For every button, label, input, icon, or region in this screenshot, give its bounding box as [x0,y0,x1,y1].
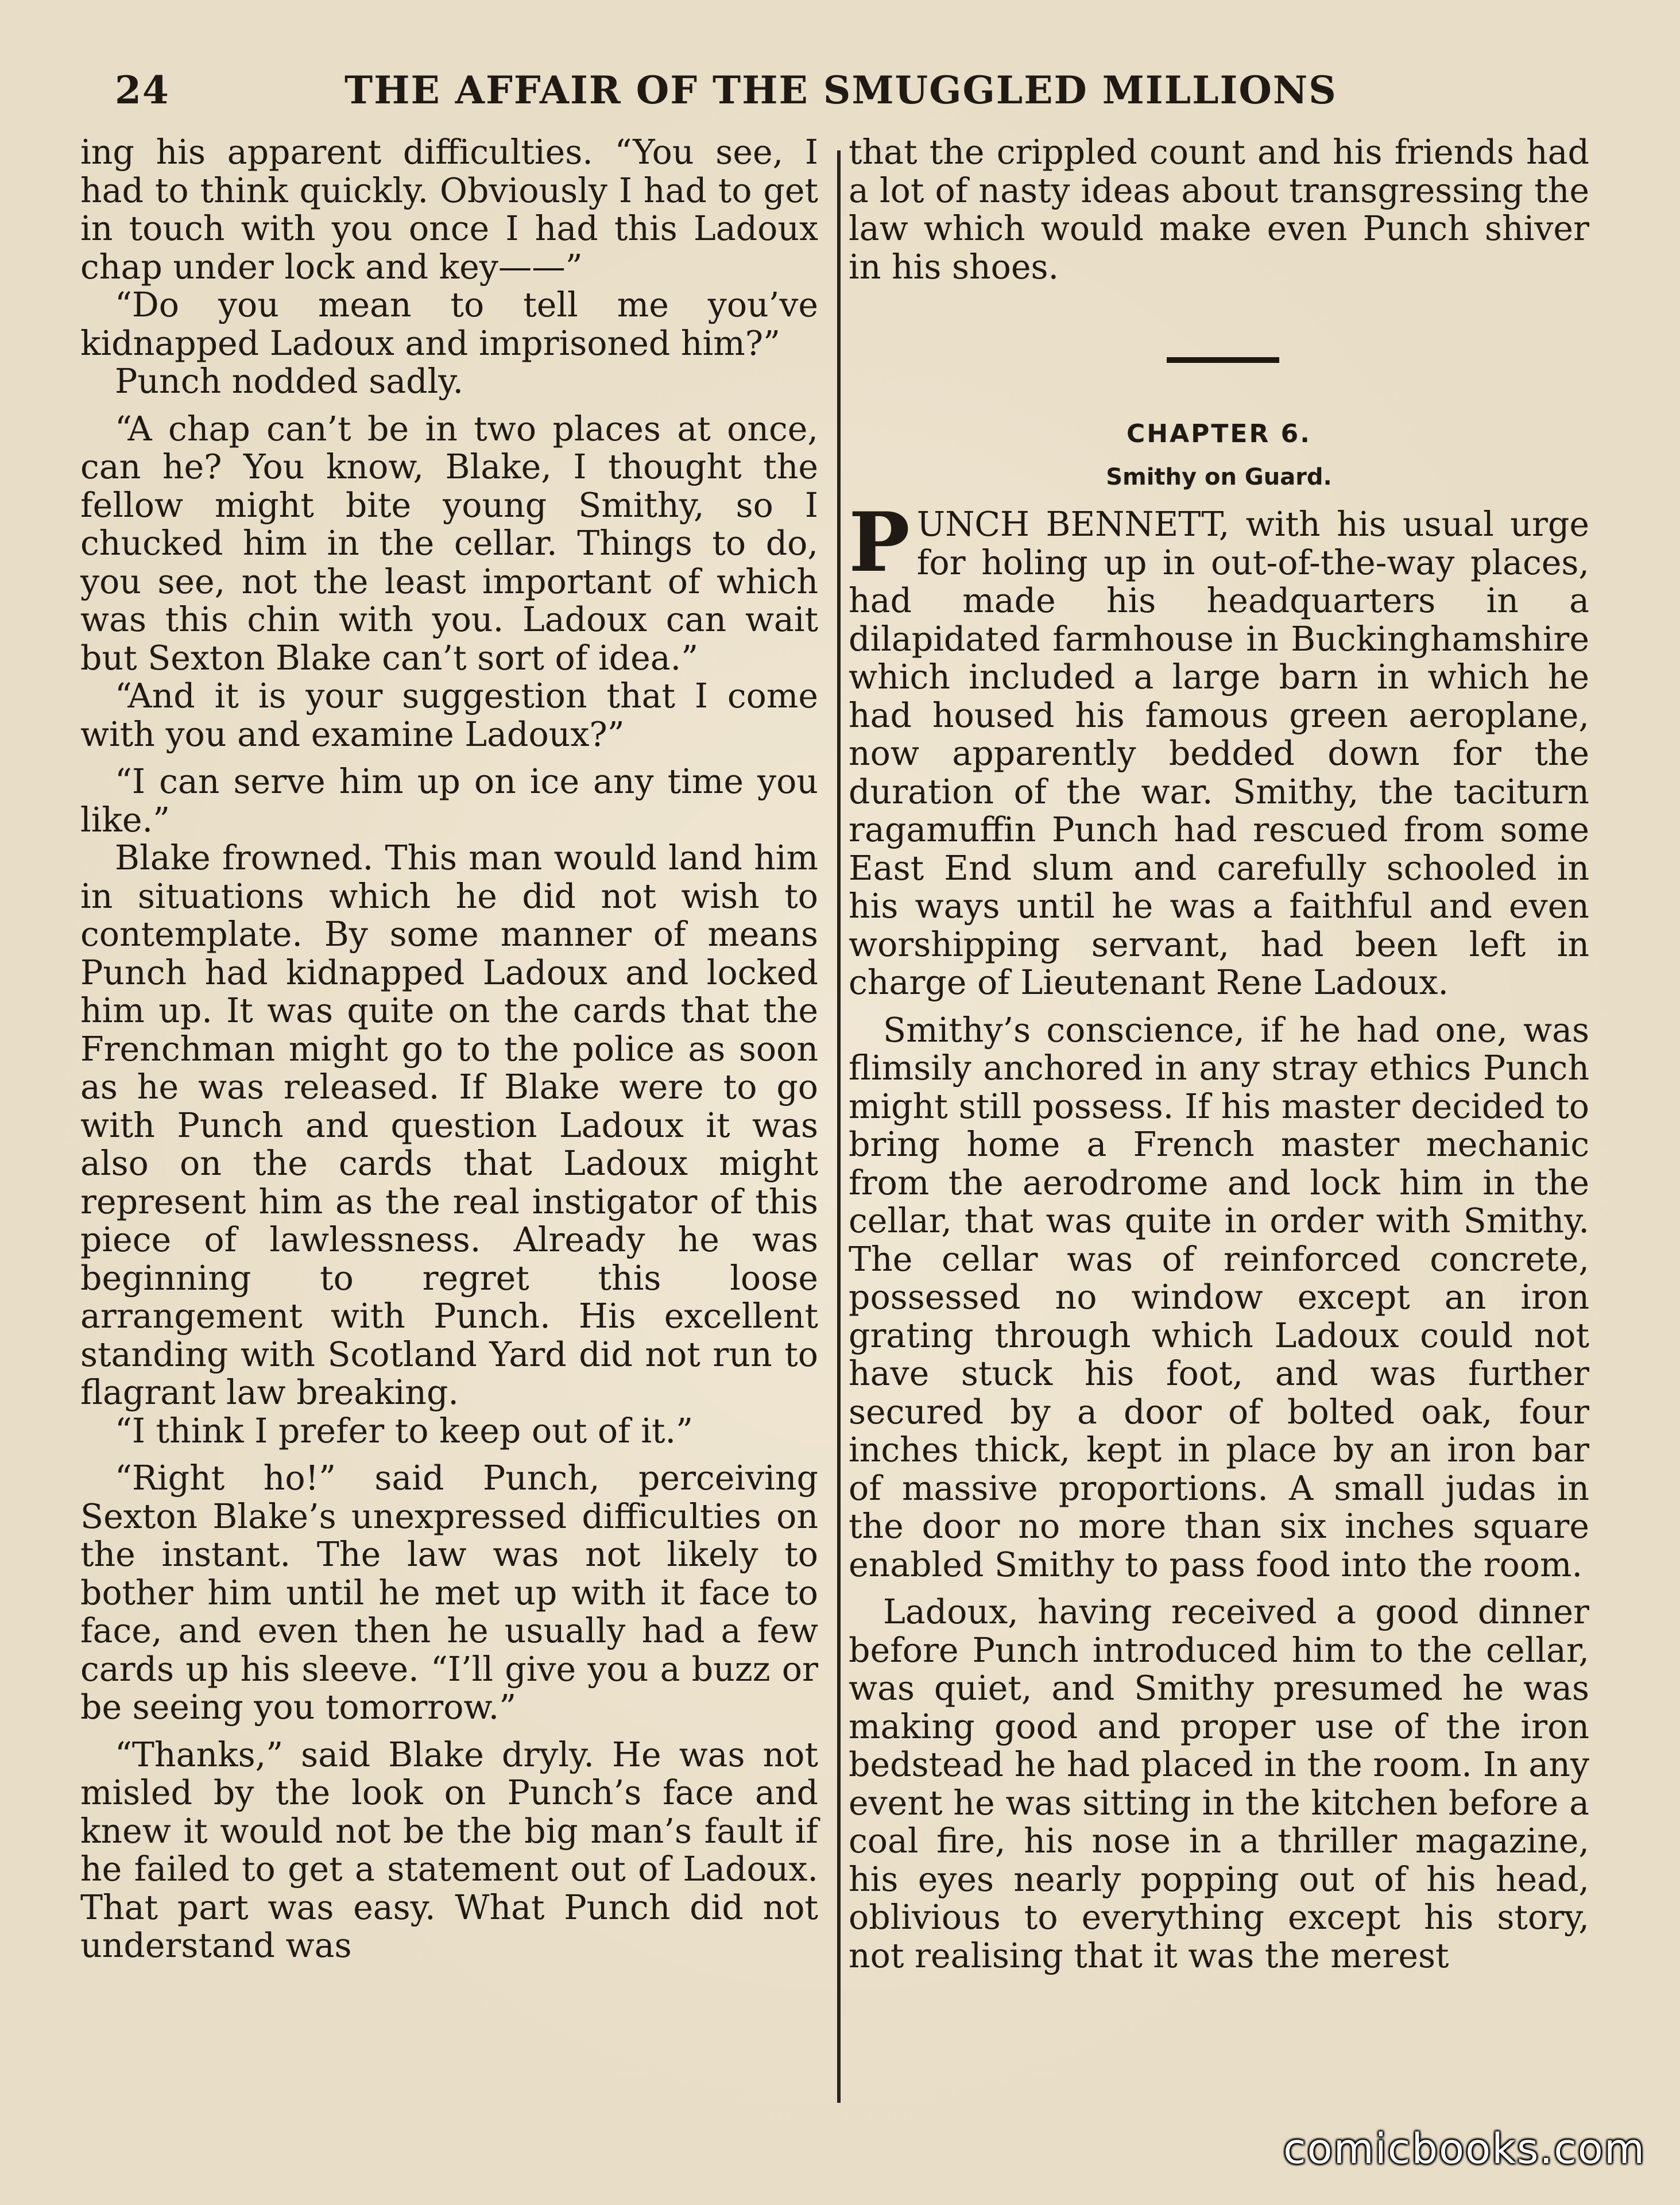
paragraph: Punch nodded sadly. [115,362,464,401]
paragraph: “And it is your suggestion that I come with you and examine Ladoux?” [80,676,818,754]
drop-cap: P [849,495,910,590]
paragraph: Ladoux, having received a good dinner before Punch introduced him to the cellar, was quiet, and Smithy presumed he was making good and proper use of the iron bedstead he had placed in the room. In any event he was sitting in the kitchen before a coal fire, his nose in a thriller magazine, his eyes nearly popping out of his head, oblivious to everything except his story, not realising that it was the merest [849,1592,1589,1975]
paragraph: that the crippled count and his friends had a lot of nasty ideas about transgressing the law which would make even Punch shiver in his shoes. [849,133,1589,287]
watermark-logo: comicbooks.com [1283,2125,1646,2173]
paragraph-first [849,495,1589,1002]
chapter-title: Smithy on Guard. [1106,464,1332,490]
paragraph: “I can serve him up on ice any time you like.” [80,762,818,840]
column-divider [837,150,841,2103]
left-column [80,133,818,1965]
chapter-body [849,495,1589,1975]
section-separator [1167,357,1279,363]
chapter-number: CHAPTER 6. [1126,419,1311,448]
paragraph: Blake frowned. This man would land him in situations which he did not wish to contemplate. By some manner of means Punch had kidnapped Ladoux and locked him up. It was quite on the cards that the Frenchman might go to the police as soon as he was released. If Blake were to go with Punch and question Ladoux it was also on the cards that Ladoux might represent him as the real instigator of this piece of lawlessness. Already he was beginning to regret this loose arrangement with Punch. His excellent standing with Scotland Yard did not run to flagrant law breaking. [80,838,818,1412]
page-number: 24 [115,68,170,113]
right-column-top [849,133,1589,286]
paragraph: Smithy’s conscience, if he had one, was flimsily anchored in any stray ethics Punch might still possess. If his master decided to bring home a French master mechanic from the aerodrome and lock him in the cellar, that was quite in order with Smithy. The cellar was of reinforced concrete, possessed no window except an iron grating through which Ladoux could not have stuck his foot, and was further secured by a door of bolted oak, four inches thick, kept in place by an iron bar of massive proportions. A small judas in the door no more than six inches square enabled Smithy to pass food into the room. [849,1010,1589,1584]
paragraph: “Do you mean to tell me you’ve kidnapped Ladoux and imprisoned him?” [80,285,818,363]
running-title: THE AFFAIR OF THE SMUGGLED MILLIONS [344,68,1337,113]
paragraph: “Right ho!” said Punch, perceiving Sexton Blake’s unexpressed difficulties on the instant. The law was not likely to bother him until he met up with it face to face, and even then he usually had a few cards up his sleeve. “I’ll give you a buzz or be seeing you tomorrow.” [80,1459,818,1727]
paragraph: “A chap can’t be in two places at once, can he? You know, Blake, I thought the fellow might bite young Smithy, so I chucked him in the cellar. Things to do, you see, not the least important of which was this chin with you. Ladoux can wait but Sexton Blake can’t sort of idea.” [80,409,818,678]
paragraph-text: UNCH BENNETT, with his usual urge for holing up in out-of-the-way places, had made his headquarters in a dilapidated farmhouse in Buckinghamshire which included a large barn in which he had housed his famous green aeroplane, now apparently bedded down for the duration of the war. Smithy, the taciturn ragamuffin Punch had rescued from some East End slum and carefully schooled in his ways until he was a faithful and even worshipping servant, had been left in charge of Lieutenant Rene Ladoux. [849,505,1589,1002]
paragraph: ing his apparent difficulties. “You see, I had to think quickly. Obviously I had to get in touch with you once I had this Ladoux chap under lock and key——” [80,133,818,287]
paragraph: “I think I prefer to keep out of it.” [115,1411,694,1450]
paragraph: “Thanks,” said Blake dryly. He was not misled by the look on Punch’s face and knew it would not be the big man’s fault if he failed to get a statement out of Ladoux. That part was easy. What Punch did not understand was [80,1735,818,1965]
page-header [115,68,1571,125]
